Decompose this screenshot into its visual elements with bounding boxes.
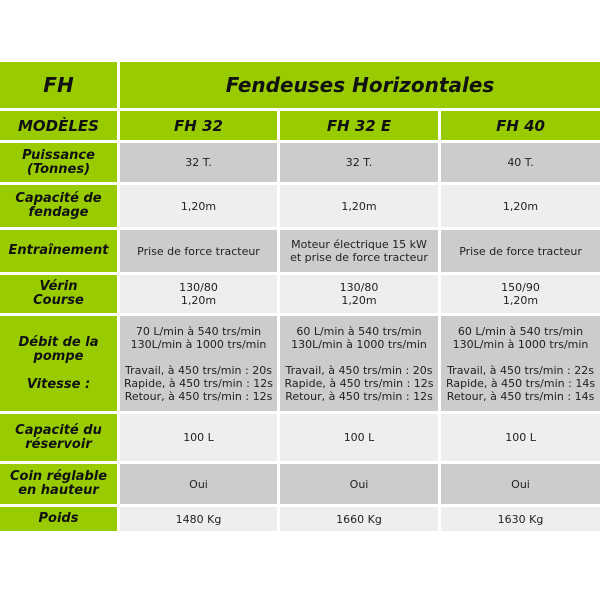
value-cell: Prise de force tracteur bbox=[441, 230, 600, 272]
models-row bbox=[0, 111, 600, 140]
model-header: FH 40 bbox=[441, 111, 600, 140]
row-verin-course bbox=[0, 275, 600, 313]
row-puissance bbox=[0, 143, 600, 182]
value-cell: 60 L/min à 540 trs/min 130L/min à 1000 trs/min Travail, à 450 trs/min : 20s Rapide, à 450 trs/min : 12s Retour, à 450 trs/min : 12s bbox=[280, 316, 438, 411]
row-label: Entraînement bbox=[0, 230, 117, 272]
value-cell: 32 T. bbox=[280, 143, 438, 182]
value-cell: 150/90 1,20m bbox=[441, 275, 600, 313]
value-cell: 1480 Kg bbox=[120, 507, 277, 531]
value-cell: 40 T. bbox=[441, 143, 600, 182]
value-cell: 100 L bbox=[280, 414, 438, 461]
model-header: FH 32 bbox=[120, 111, 277, 140]
value-cell: Oui bbox=[120, 464, 277, 504]
brand-cell: FH bbox=[0, 62, 117, 108]
value-cell: 60 L/min à 540 trs/min 130L/min à 1000 trs/min Travail, à 450 trs/min : 22s Rapide, à 450 trs/min : 14s Retour, à 450 trs/min : 14s bbox=[441, 316, 600, 411]
value-cell: 1,20m bbox=[280, 185, 438, 227]
row-debit-vitesse bbox=[0, 316, 600, 411]
row-entrainement bbox=[0, 230, 600, 272]
row-label: Coin réglable en hauteur bbox=[0, 464, 117, 504]
row-label: Capacité de fendage bbox=[0, 185, 117, 227]
value-cell: 100 L bbox=[120, 414, 277, 461]
value-cell: 1660 Kg bbox=[280, 507, 438, 531]
value-cell: 1,20m bbox=[120, 185, 277, 227]
value-cell: 130/80 1,20m bbox=[120, 275, 277, 313]
row-label: Débit de la pompe Vitesse : bbox=[0, 316, 117, 411]
row-label: Vérin Course bbox=[0, 275, 117, 313]
model-header: FH 32 E bbox=[280, 111, 438, 140]
value-cell: Moteur électrique 15 kW et prise de force tracteur bbox=[280, 230, 438, 272]
value-cell: 32 T. bbox=[120, 143, 277, 182]
table-title: Fendeuses Horizontales bbox=[120, 62, 600, 108]
value-cell: 70 L/min à 540 trs/min 130L/min à 1000 trs/min Travail, à 450 trs/min : 20s Rapide, à 450 trs/min : 12s Retour, à 450 trs/min : 12s bbox=[120, 316, 277, 411]
models-label: MODÈLES bbox=[0, 111, 117, 140]
row-capacite-reservoir bbox=[0, 414, 600, 461]
value-cell: Oui bbox=[280, 464, 438, 504]
value-cell: 1630 Kg bbox=[441, 507, 600, 531]
row-capacite-fendage bbox=[0, 185, 600, 227]
row-label: Puissance (Tonnes) bbox=[0, 143, 117, 182]
row-label: Capacité du réservoir bbox=[0, 414, 117, 461]
value-cell: 1,20m bbox=[441, 185, 600, 227]
value-cell: 130/80 1,20m bbox=[280, 275, 438, 313]
spec-table bbox=[0, 59, 600, 534]
value-cell: Oui bbox=[441, 464, 600, 504]
row-poids bbox=[0, 507, 600, 531]
value-cell: Prise de force tracteur bbox=[120, 230, 277, 272]
row-label: Poids bbox=[0, 507, 117, 531]
header-row bbox=[0, 62, 600, 108]
row-coin-reglable bbox=[0, 464, 600, 504]
value-cell: 100 L bbox=[441, 414, 600, 461]
